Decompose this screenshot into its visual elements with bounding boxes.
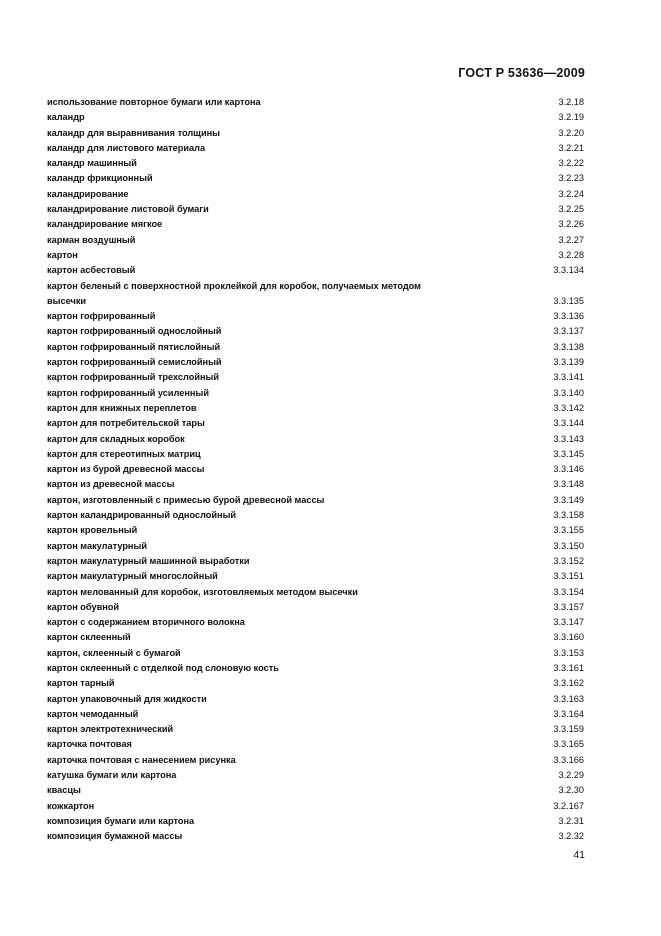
- entry-term: картон, изготовленный с примесью бурой древесной массы: [47, 494, 325, 505]
- entry-ref: 3.2.18: [558, 97, 584, 107]
- index-entry: [47, 187, 584, 202]
- entry-term: катушка бумаги или картона: [47, 770, 177, 781]
- entry-term: картон: [47, 249, 78, 260]
- entry-ref: 3.3.158: [553, 510, 584, 521]
- index-entry: [47, 600, 584, 615]
- entry-term: каландрирование мягкое: [47, 219, 163, 230]
- entry-term: картон с содержанием вторичного волокна: [47, 617, 245, 628]
- index-entry: [47, 661, 584, 676]
- index-entry: [47, 279, 584, 310]
- entry-term: каландр фрикционный: [47, 173, 153, 184]
- entry-term: картон для книжных переплетов: [47, 402, 197, 413]
- entry-term: картон гофрированный однослойный: [47, 326, 222, 337]
- entry-ref: 3.3.154: [553, 586, 584, 597]
- index-entry: [47, 707, 584, 722]
- entry-term: картон макулатурный: [47, 540, 147, 551]
- index-entry: [47, 370, 584, 385]
- page-number: 41: [573, 849, 585, 861]
- entry-ref: 3.3.160: [553, 632, 584, 643]
- index-entry: [47, 432, 584, 447]
- entry-ref: 3.3.138: [553, 341, 584, 352]
- index-entry: [47, 324, 584, 339]
- entry-ref: 3.2.167: [553, 800, 584, 811]
- index-entry: [47, 615, 584, 630]
- entry-term: картон гофрированный: [47, 311, 156, 322]
- entry-term: использование повторное бумаги или картона: [47, 97, 261, 107]
- entry-term: картон гофрированный пятислойный: [47, 341, 221, 352]
- entry-ref: 3.3.161: [553, 662, 584, 673]
- entry-ref: 3.2.21: [558, 142, 584, 153]
- entry-ref: 3.3.139: [553, 357, 584, 368]
- index-entry: [47, 95, 584, 110]
- entry-ref: 3.2.20: [558, 127, 584, 138]
- entry-ref: 3.3.134: [553, 265, 584, 276]
- entry-term: картон из древесной массы: [47, 479, 175, 490]
- entry-ref: 3.2.26: [558, 219, 584, 230]
- index-entry: [47, 309, 584, 324]
- index-entry: [47, 462, 584, 477]
- entry-ref: 3.2.24: [558, 188, 584, 199]
- entry-ref: 3.2.29: [558, 770, 584, 781]
- entry-ref: 3.2.31: [558, 815, 584, 826]
- index-entry: [47, 508, 584, 523]
- entry-term: картон из бурой древесной массы: [47, 464, 205, 475]
- entry-term: картон склеенный с отделкой под слоновую кость: [47, 662, 279, 673]
- entry-ref: 3.2.22: [558, 158, 584, 169]
- entry-ref: 3.2.23: [558, 173, 584, 184]
- entry-ref: 3.2.19: [558, 112, 584, 123]
- entry-ref: 3.3.143: [553, 433, 584, 444]
- entry-ref: 3.3.145: [553, 448, 584, 459]
- entry-ref: 3.3.137: [553, 326, 584, 337]
- index-entry: [47, 340, 584, 355]
- index-entry: [47, 722, 584, 737]
- entry-term: картон склеенный: [47, 632, 131, 643]
- entry-ref: 3.2.30: [558, 785, 584, 796]
- entry-term: картон каландрированный однослойный: [47, 510, 237, 521]
- entry-ref: 3.2.32: [558, 831, 584, 842]
- entry-term: каландр: [47, 112, 85, 123]
- index-entry: [47, 447, 584, 462]
- index-entry: [47, 156, 584, 171]
- entry-term: картон гофрированный усиленный: [47, 387, 209, 398]
- entry-term: картон гофрированный семислойный: [47, 357, 222, 368]
- index-entry: [47, 263, 584, 278]
- entry-term: картон мелованный для коробок, изготовляемых методом высечки: [47, 586, 358, 597]
- index-entry: [47, 477, 584, 492]
- index-entry: [47, 171, 584, 186]
- index-entry: [47, 523, 584, 538]
- index-entry: [47, 141, 584, 156]
- entry-term: картон кровельный: [47, 525, 138, 536]
- entry-term: каландр для выравнивания толщины: [47, 127, 220, 138]
- index-entry: [47, 202, 584, 217]
- entry-term: кожкартон: [47, 800, 95, 811]
- index-entry: [47, 585, 584, 600]
- entry-ref: 3.3.150: [553, 540, 584, 551]
- index-entry: [47, 554, 584, 569]
- entry-ref: 3.3.144: [553, 418, 584, 429]
- index-entry: [47, 248, 584, 263]
- entry-term: картон упаковочный для жидкости: [47, 693, 207, 704]
- entry-term: каландр машинный: [47, 158, 137, 169]
- entry-term: карман воздушный: [47, 234, 136, 245]
- index-entry: [47, 676, 584, 691]
- entry-term: каландрирование листовой бумаги: [47, 204, 209, 215]
- entry-term: картон тарный: [47, 678, 115, 689]
- index-entry: [47, 416, 584, 431]
- index-entry: [47, 692, 584, 707]
- index-entry: [47, 814, 584, 829]
- entry-ref: 3.3.166: [553, 754, 584, 765]
- index-entry: [47, 753, 584, 768]
- entry-ref: 3.3.151: [553, 571, 584, 582]
- entry-term: карточка почтовая с нанесением рисунка: [47, 754, 236, 765]
- entry-ref: 3.3.148: [553, 479, 584, 490]
- index-entry: [47, 110, 584, 125]
- entry-term: картон обувной: [47, 601, 120, 612]
- entry-ref: 3.3.155: [553, 525, 584, 536]
- index-entry: [47, 768, 584, 783]
- index-entry: [47, 386, 584, 401]
- entry-ref: 3.3.157: [553, 601, 584, 612]
- index-entry: [47, 126, 584, 141]
- index-entry: [47, 401, 584, 416]
- index-entry: [47, 569, 584, 584]
- entry-term: картон макулатурный машинной выработки: [47, 555, 250, 566]
- entry-ref: 3.2.25: [558, 204, 584, 215]
- entry-ref: 3.3.142: [553, 402, 584, 413]
- entry-term: картон асбестовый: [47, 265, 136, 276]
- index-entry: [47, 355, 584, 370]
- index-entry: [47, 799, 584, 814]
- index-entry: [47, 829, 584, 844]
- entry-term: квасцы: [47, 785, 81, 796]
- entry-ref: 3.3.147: [553, 617, 584, 628]
- entry-ref: 3.3.159: [553, 724, 584, 735]
- entry-ref: 3.3.141: [553, 372, 584, 383]
- entry-ref: 3.2.27: [558, 234, 584, 245]
- entry-term: картон беленый с поверхностной проклейкой для коробок, получаемых методом высечки: [47, 280, 421, 306]
- entry-term: картон для складных коробок: [47, 433, 185, 444]
- entry-ref: 3.3.165: [553, 739, 584, 750]
- entry-ref: 3.3.149: [553, 494, 584, 505]
- entry-term: каландрирование: [47, 188, 129, 199]
- term-index-list: [47, 95, 584, 845]
- entry-term: картон для стереотипных матриц: [47, 448, 201, 459]
- entry-ref: 3.3.136: [553, 311, 584, 322]
- entry-ref: 3.3.135: [553, 295, 584, 306]
- entry-term: композиция бумажной массы: [47, 831, 183, 842]
- page-header: ГОСТ Р 53636—2009: [458, 66, 585, 80]
- index-entry: [47, 783, 584, 798]
- entry-ref: 3.3.163: [553, 693, 584, 704]
- index-entry: [47, 493, 584, 508]
- entry-ref: 3.3.146: [553, 464, 584, 475]
- entry-term: каландр для листового материала: [47, 142, 206, 153]
- entry-ref: 3.3.164: [553, 708, 584, 719]
- index-entry: [47, 217, 584, 232]
- index-entry: [47, 233, 584, 248]
- index-entry: [47, 539, 584, 554]
- entry-term: картон, склеенный с бумагой: [47, 647, 181, 658]
- entry-term: картон чемоданный: [47, 708, 139, 719]
- entry-term: картон макулатурный многослойный: [47, 571, 218, 582]
- entry-term: картон для потребительской тары: [47, 418, 205, 429]
- index-entry: [47, 737, 584, 752]
- entry-ref: 3.3.140: [553, 387, 584, 398]
- entry-ref: 3.3.153: [553, 647, 584, 658]
- entry-term: картон электротехнический: [47, 724, 174, 735]
- index-entry: [47, 630, 584, 645]
- entry-ref: 3.2.28: [558, 249, 584, 260]
- entry-ref: 3.3.152: [553, 555, 584, 566]
- entry-term: композиция бумаги или картона: [47, 815, 195, 826]
- index-entry: [47, 646, 584, 661]
- entry-term: карточка почтовая: [47, 739, 132, 750]
- entry-ref: 3.3.162: [553, 678, 584, 689]
- entry-term: картон гофрированный трехслойный: [47, 372, 220, 383]
